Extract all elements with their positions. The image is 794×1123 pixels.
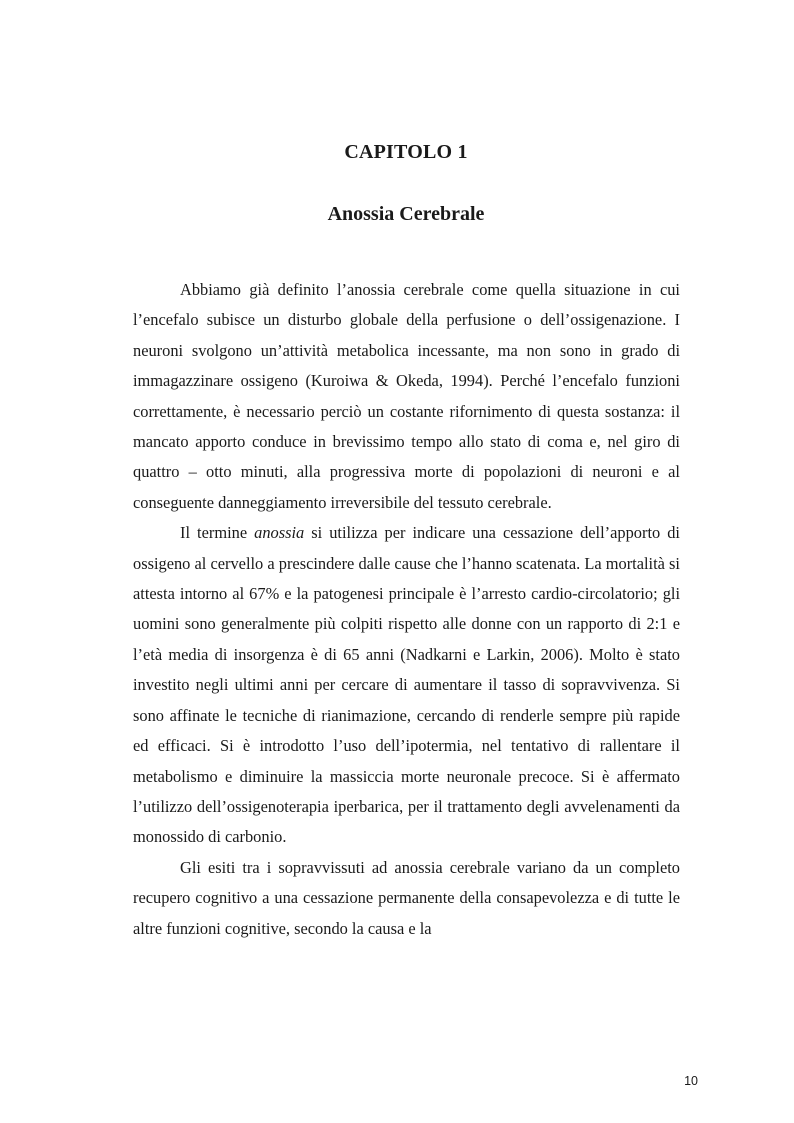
page-number: 10 [684, 1074, 698, 1088]
paragraph-2-rest: si utilizza per indicare una cessazione dell’apporto di ossigeno al cervello a prescindere dalle cause che l’hanno scatenata. La mortalità si attesta intorno al 67% e la patogenesi principale è l’arresto cardio-circolatorio; gli uomini sono generalmente più colpiti rispetto alle donne con un rapporto di 2:1 e l’età media di insorgenza è di 65 anni (Nadkarni e Larkin, 2006). Molto è stato investito negli ultimi anni per cercare di aumentare il tasso di sopravvivenza. Si sono affinate le tecniche di rianimazione, cercando di renderle sempre più rapide ed efficaci. Si è introdotto l’uso dell’ipotermia, nel tentativo di rallentare il metabolismo e diminuire la massiccia morte neuronale precoce. Si è affermato l’utilizzo dell’ossigenoterapia iperbarica, per il trattamento degli avvelenamenti da monossido di carbonio. [133, 523, 680, 847]
paragraph-1: Abbiamo già definito l’anossia cerebrale come quella situazione in cui l’encefalo subisce un disturbo globale della perfusione o dell’ossigenazione. I neuroni svolgono un’attività metabolica incessante, ma non sono in grado di immagazzinare ossigeno (Kuroiwa & Okeda, 1994). Perché l’encefalo funzioni correttamente, è necessario perciò un costante rifornimento di questa sostanza: il mancato apporto conduce in brevissimo tempo allo stato di coma e, nel giro di quattro – otto minuti, alla progressiva morte di popolazioni di neuroni e al conseguente danneggiamento irreversibile del tessuto cerebrale. [133, 280, 680, 512]
chapter-title: Anossia Cerebrale [327, 203, 485, 225]
paragraph-3: Gli esiti tra i sopravvissuti ad anossia cerebrale variano da un completo recupero cognitivo a una cessazione permanente della consapevolezza e di tutte le altre funzioni cognitive, secondo la causa e la [133, 857, 680, 938]
paragraph-2 [133, 518, 680, 852]
chapter-label: CAPITOLO 1 [344, 141, 468, 163]
term-anossia: anossia [254, 523, 305, 543]
paragraph-2-start: Il termine [180, 523, 255, 543]
body-text [133, 275, 680, 944]
